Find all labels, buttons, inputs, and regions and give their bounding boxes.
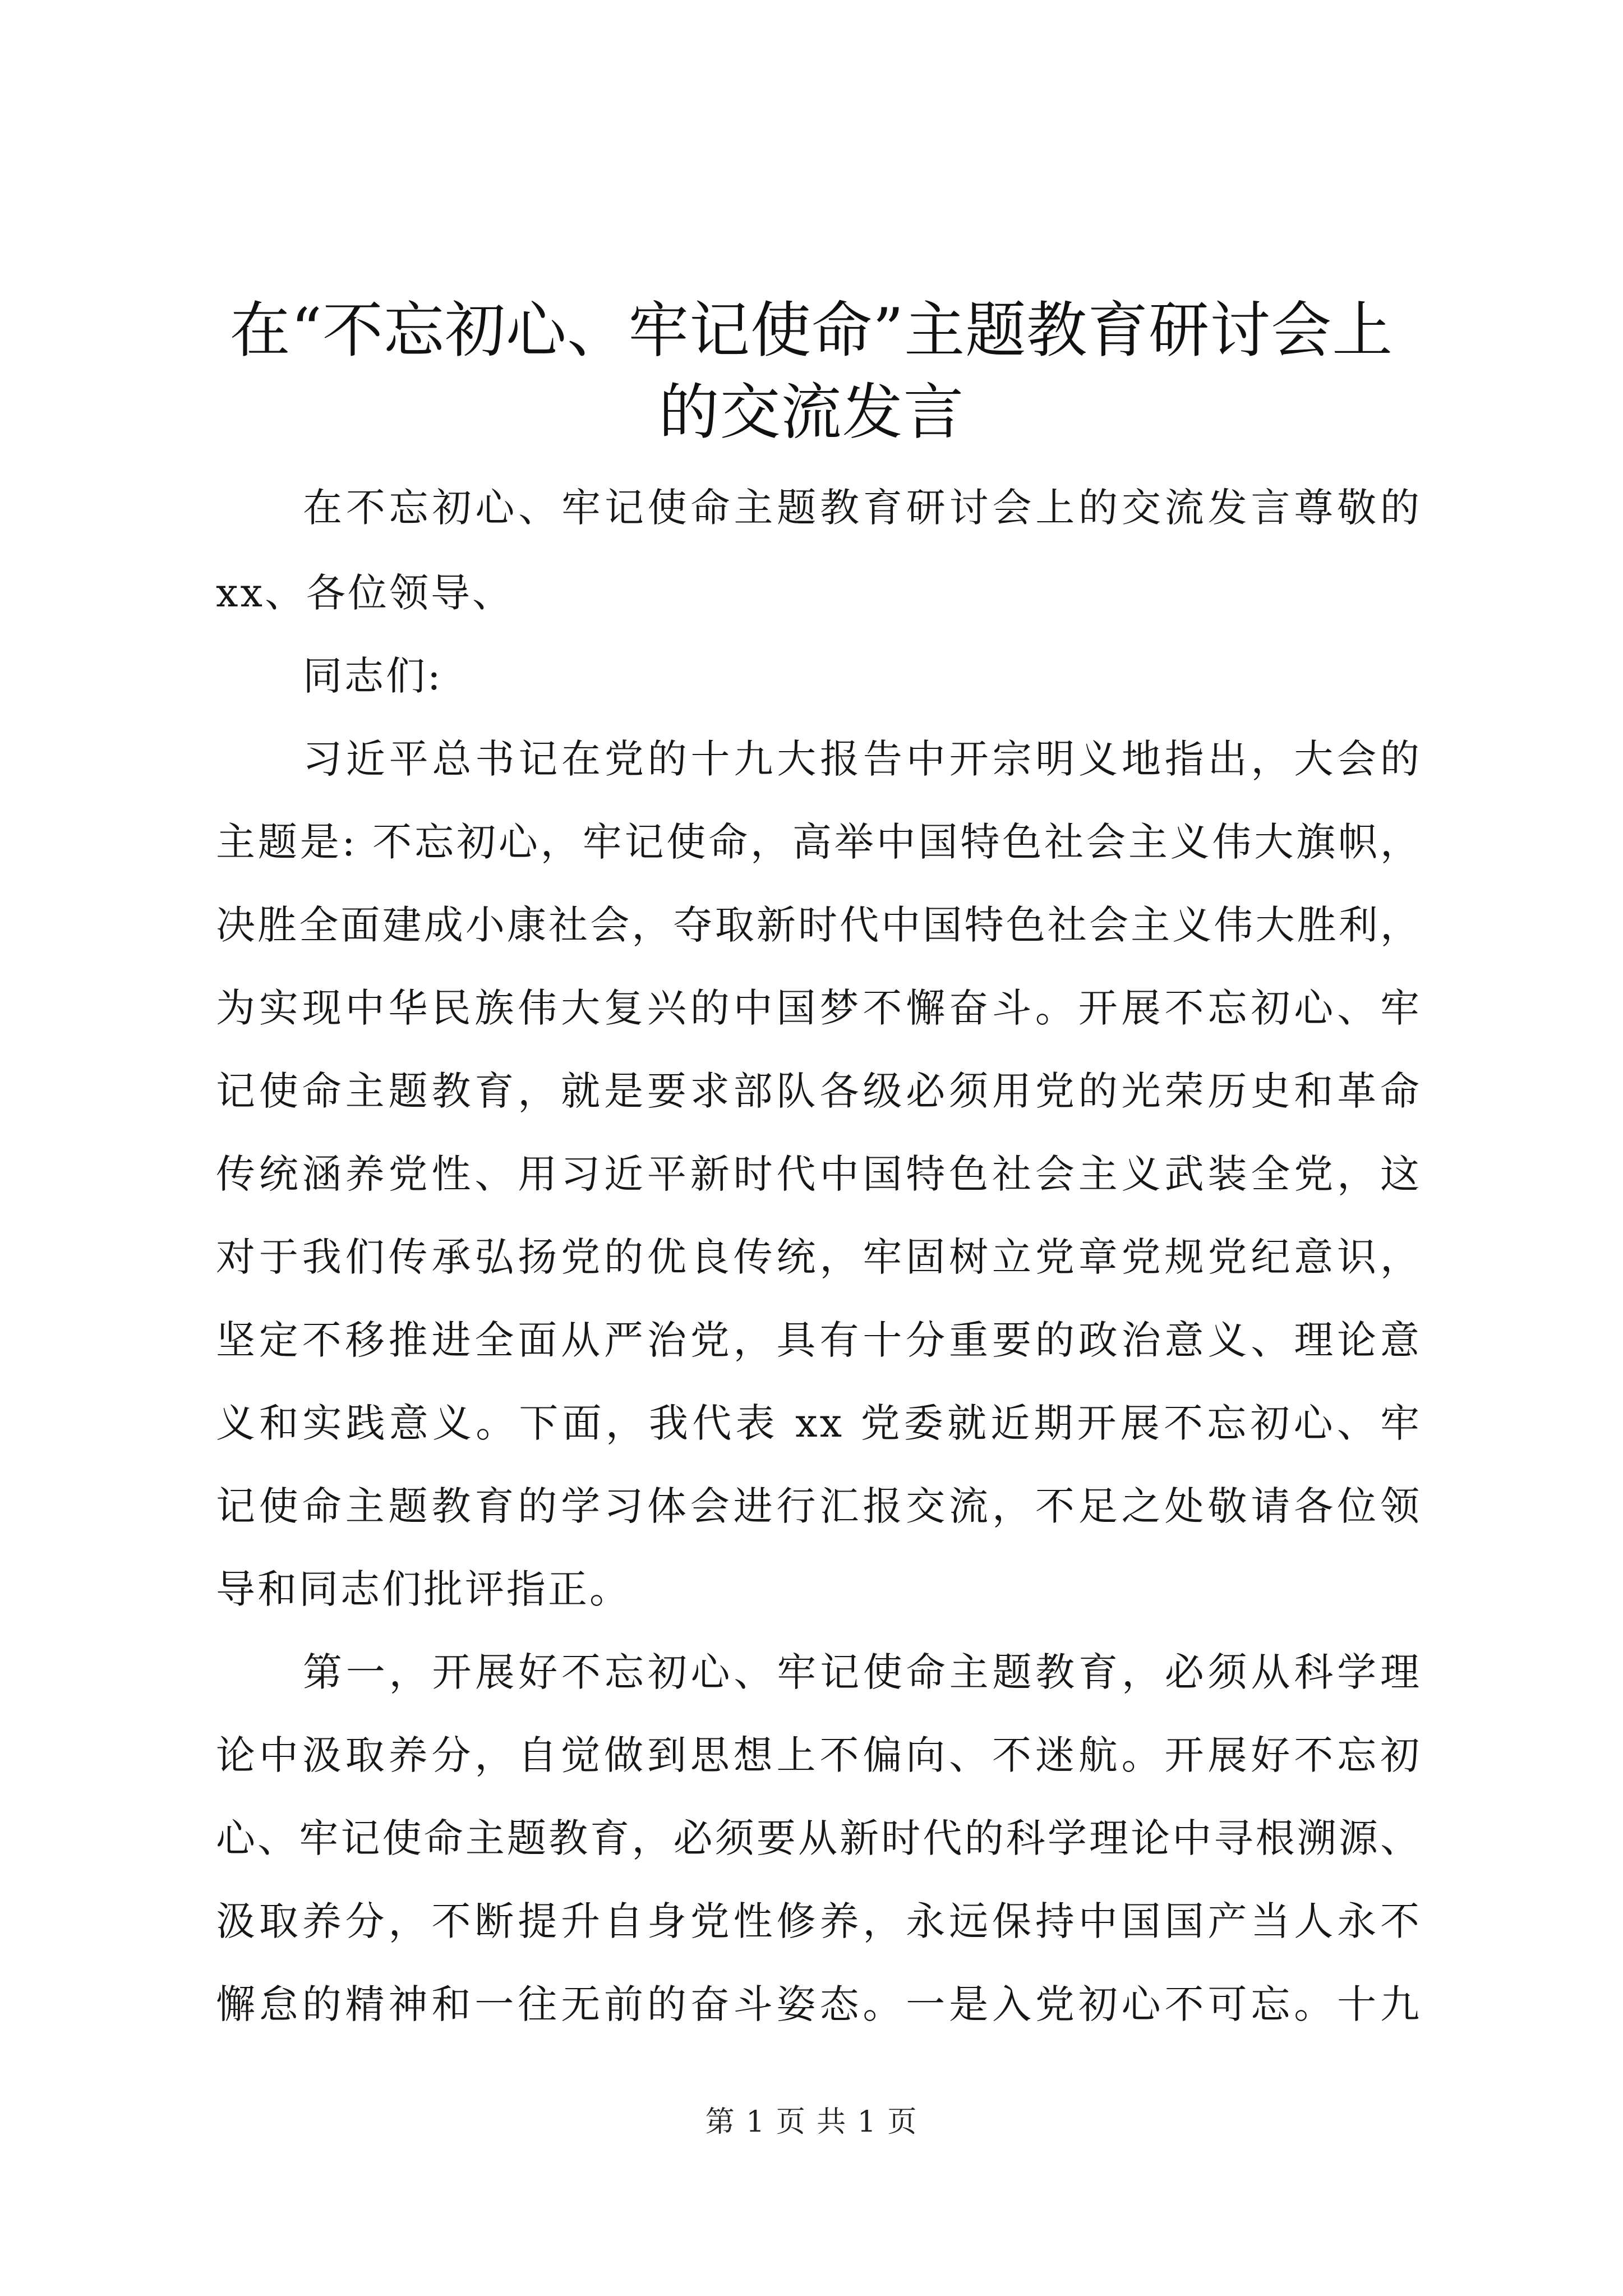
paragraph-line: 第一，开展好不忘初心、牢记使命主题教育，必须从科学理 (303, 1649, 1422, 1695)
paragraph-line: 懈怠的精神和一往无前的奋斗姿态。一是入党初心不可忘。十九 (216, 1981, 1422, 2027)
paragraph-line: 决胜全面建成小康社会，夺取新时代中国特色社会主义伟大胜利， (216, 902, 1422, 948)
paragraph-line: 义和实践意义。下面，我代表 xx 党委就近期开展不忘初心、牢 (216, 1400, 1422, 1446)
page-footer: 第 1 页 共 1 页 (705, 2105, 918, 2139)
paragraph-line: 记使命主题教育的学习体会进行汇报交流，不足之处敬请各位领 (216, 1483, 1422, 1529)
paragraph-line: 为实现中华民族伟大复兴的中国梦不懈奋斗。开展不忘初心、牢 (216, 985, 1422, 1031)
paragraph-line: 导和同志们批评指正。 (216, 1566, 631, 1612)
document-title-line-2: 的交流发言 (658, 378, 965, 448)
paragraph-line: 主题是: 不忘初心，牢记使命，高举中国特色社会主义伟大旗帜， (216, 819, 1422, 865)
paragraph-line: 在不忘初心、牢记使命主题教育研讨会上的交流发言尊敬的 (303, 485, 1422, 531)
paragraph-line: 坚定不移推进全面从严治党，具有十分重要的政治意义、理论意 (216, 1317, 1422, 1363)
paragraph-line: 论中汲取养分，自觉做到思想上不偏向、不迷航。开展好不忘初 (216, 1732, 1422, 1778)
paragraph-line: 心、牢记使命主题教育，必须要从新时代的科学理论中寻根溯源、 (216, 1815, 1422, 1861)
paragraph-line: xx、各位领导、 (216, 570, 514, 616)
paragraph-line: 记使命主题教育，就是要求部队各级必须用党的光荣历史和革命 (216, 1068, 1422, 1114)
paragraph-line: 汲取养分，不断提升自身党性修养，永远保持中国国产当人永不 (216, 1898, 1422, 1944)
paragraph-line: 同志们: (303, 653, 443, 699)
paragraph-line: 习近平总书记在党的十九大报告中开宗明义地指出，大会的 (303, 736, 1422, 782)
document-title-line-1: 在“不忘初心、牢记使命”主题教育研讨会上 (229, 296, 1394, 366)
paragraph-line: 对于我们传承弘扬党的优良传统，牢固树立党章党规党纪意识， (216, 1234, 1422, 1280)
paragraph-line: 传统涵养党性、用习近平新时代中国特色社会主义武装全党，这 (216, 1151, 1422, 1197)
